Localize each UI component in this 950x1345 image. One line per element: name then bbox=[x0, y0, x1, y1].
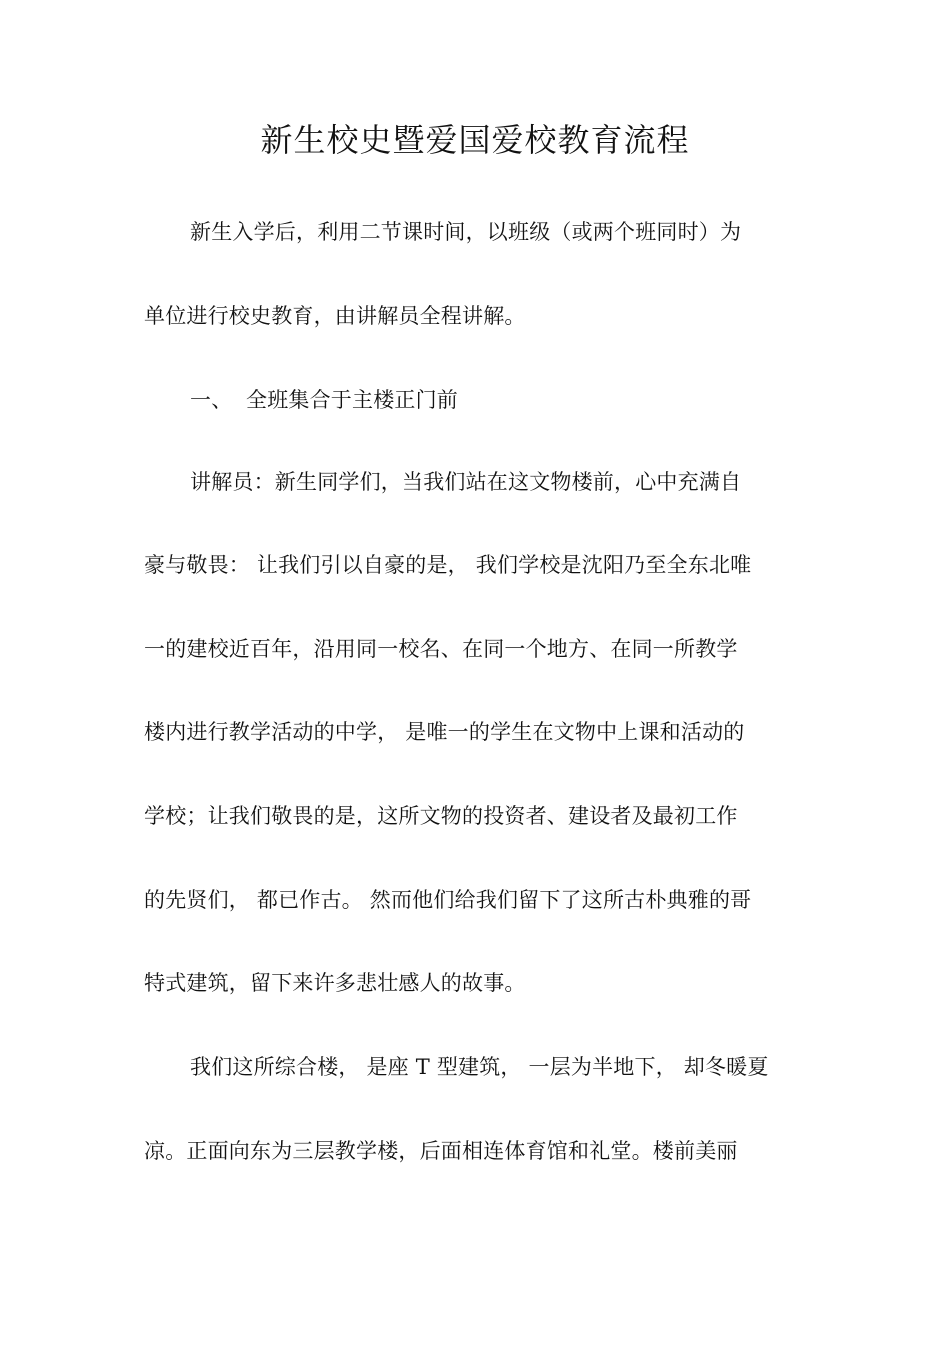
document-title: 新生校史暨爱国爱校教育流程 bbox=[260, 121, 690, 159]
paragraph-line: 学校；让我们敬畏的是，这所文物的投资者、建设者及最初工作 bbox=[144, 804, 738, 828]
paragraph-line: 我们这所综合楼， 是座 T 型建筑， 一层为半地下， 却冬暖夏 bbox=[190, 1055, 769, 1079]
paragraph-line: 一的建校近百年，沿用同一校名、在同一个地方、在同一所教学 bbox=[144, 637, 738, 661]
paragraph-line: 特式建筑，留下来许多悲壮感人的故事。 bbox=[144, 971, 526, 995]
paragraph-line: 凉。正面向东为三层教学楼，后面相连体育馆和礼堂。楼前美丽 bbox=[144, 1139, 738, 1163]
paragraph-line: 单位进行校史教育，由讲解员全程讲解。 bbox=[144, 304, 526, 328]
section-number: 一、 bbox=[190, 388, 233, 412]
paragraph-line: 豪与敬畏： 让我们引以自豪的是， 我们学校是沈阳乃至全东北唯 bbox=[144, 553, 752, 577]
paragraph-line: 的先贤们， 都已作古。 然而他们给我们留下了这所古朴典雅的哥 bbox=[144, 888, 752, 912]
paragraph-line: 讲解员：新生同学们，当我们站在这文物楼前，心中充满自 bbox=[190, 470, 742, 494]
section-heading: 全班集合于主楼正门前 bbox=[246, 388, 458, 412]
paragraph-line: 新生入学后，利用二节课时间，以班级（或两个班同时）为 bbox=[190, 220, 742, 244]
paragraph-line: 楼内进行教学活动的中学， 是唯一的学生在文物中上课和活动的 bbox=[144, 720, 745, 744]
